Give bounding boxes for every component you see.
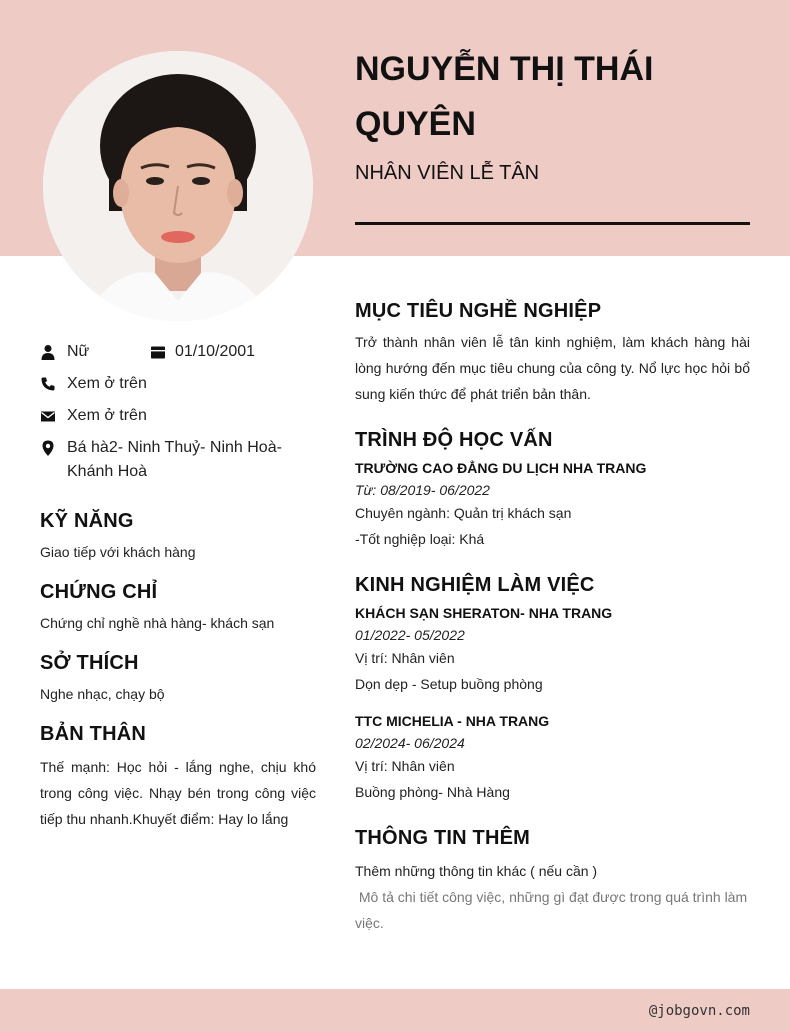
certificates-text: Chứng chỉ nghề nhà hàng- khách sạn: [40, 615, 275, 631]
calendar-icon: [150, 344, 166, 360]
skills-heading: KỸ NĂNG: [40, 510, 134, 532]
hobbies-text: Nghe nhạc, chạy bộ: [40, 686, 165, 702]
additional-line-2: Mô tả chi tiết công việc, những gì đạt được trong quá trình làm việc.: [355, 889, 752, 931]
mail-icon: [40, 408, 56, 424]
education-major: Chuyên ngành: Quản trị khách sạn: [355, 505, 572, 521]
additional-line-1: Thêm những thông tin khác ( nếu cần ): [355, 863, 598, 879]
objective-text: Trở thành nhân viên lễ tân kinh nghiệm, làm khách hàng hài lòng hướng đến mục tiêu chung của công ty. Nổ lực học hỏi bổ sung kiến thức để phát triển bản thân.: [355, 334, 750, 402]
gender-value: Nữ: [67, 343, 90, 360]
phone-value: Xem ở trên: [67, 375, 147, 392]
email-value: Xem ở trên: [67, 407, 147, 424]
footer-brand: @jobgovn.com: [648, 1003, 750, 1019]
title-divider: [355, 222, 750, 225]
job-title: NHÂN VIÊN LỄ TÂN: [355, 162, 540, 184]
hobbies-heading: SỞ THÍCH: [40, 652, 139, 674]
experience-heading: KINH NGHIỆM LÀM VIỆC: [355, 574, 595, 596]
education-grade: -Tốt nghiệp loại: Khá: [355, 531, 485, 547]
phone-icon: [40, 376, 56, 392]
self-text: Thế mạnh: Học hỏi - lắng nghe, chịu khó trong công việc. Nhạy bén trong công việc tiếp thu nhanh.Khuyết điểm: Hay lo lắng: [40, 759, 316, 827]
education-dates: Từ: 08/2019- 06/2022: [355, 482, 490, 498]
job-position: Vị trí: Nhân viên: [355, 758, 455, 774]
school-name: TRƯỜNG CAO ĐẲNG DU LỊCH NHA TRANG: [355, 460, 647, 476]
job-dates: 01/2022- 05/2022: [355, 627, 465, 643]
birthday-value: 01/10/2001: [175, 343, 256, 360]
objective-heading: MỤC TIÊU NGHỀ NGHIỆP: [355, 300, 602, 322]
job-dates: 02/2024- 06/2024: [355, 735, 465, 751]
address-value: Bá hà2- Ninh Thuỷ- Ninh Hoà- Khánh Hoà: [67, 439, 282, 480]
company-name: KHÁCH SẠN SHERATON- NHA TRANG: [355, 605, 613, 621]
right-column: [355, 300, 750, 936]
job-position: Vị trí: Nhân viên: [355, 650, 455, 666]
certificates-heading: CHỨNG CHỈ: [40, 581, 158, 603]
self-heading: BẢN THÂN: [40, 723, 147, 745]
job-duty: Dọn dẹp - Setup buồng phòng: [355, 676, 543, 692]
education-heading: TRÌNH ĐỘ HỌC VẤN: [355, 429, 553, 451]
additional-heading: THÔNG TIN THÊM: [355, 827, 531, 849]
profile-photo: [43, 51, 313, 321]
experience-item: [355, 713, 750, 805]
phone-row: [40, 372, 316, 396]
left-column: [40, 340, 316, 832]
gender-birthday-row: [40, 340, 316, 364]
location-pin-icon: [40, 440, 56, 456]
address-row: [40, 436, 316, 484]
job-duty: Buồng phòng- Nhà Hàng: [355, 784, 510, 800]
company-name: TTC MICHELIA - NHA TRANG: [355, 713, 550, 729]
person-icon: [40, 344, 56, 360]
candidate-name: NGUYỄN THỊ THÁI QUYÊN: [355, 50, 654, 143]
skills-text: Giao tiếp với khách hàng: [40, 544, 196, 560]
experience-item: [355, 605, 750, 697]
email-row: [40, 404, 316, 428]
